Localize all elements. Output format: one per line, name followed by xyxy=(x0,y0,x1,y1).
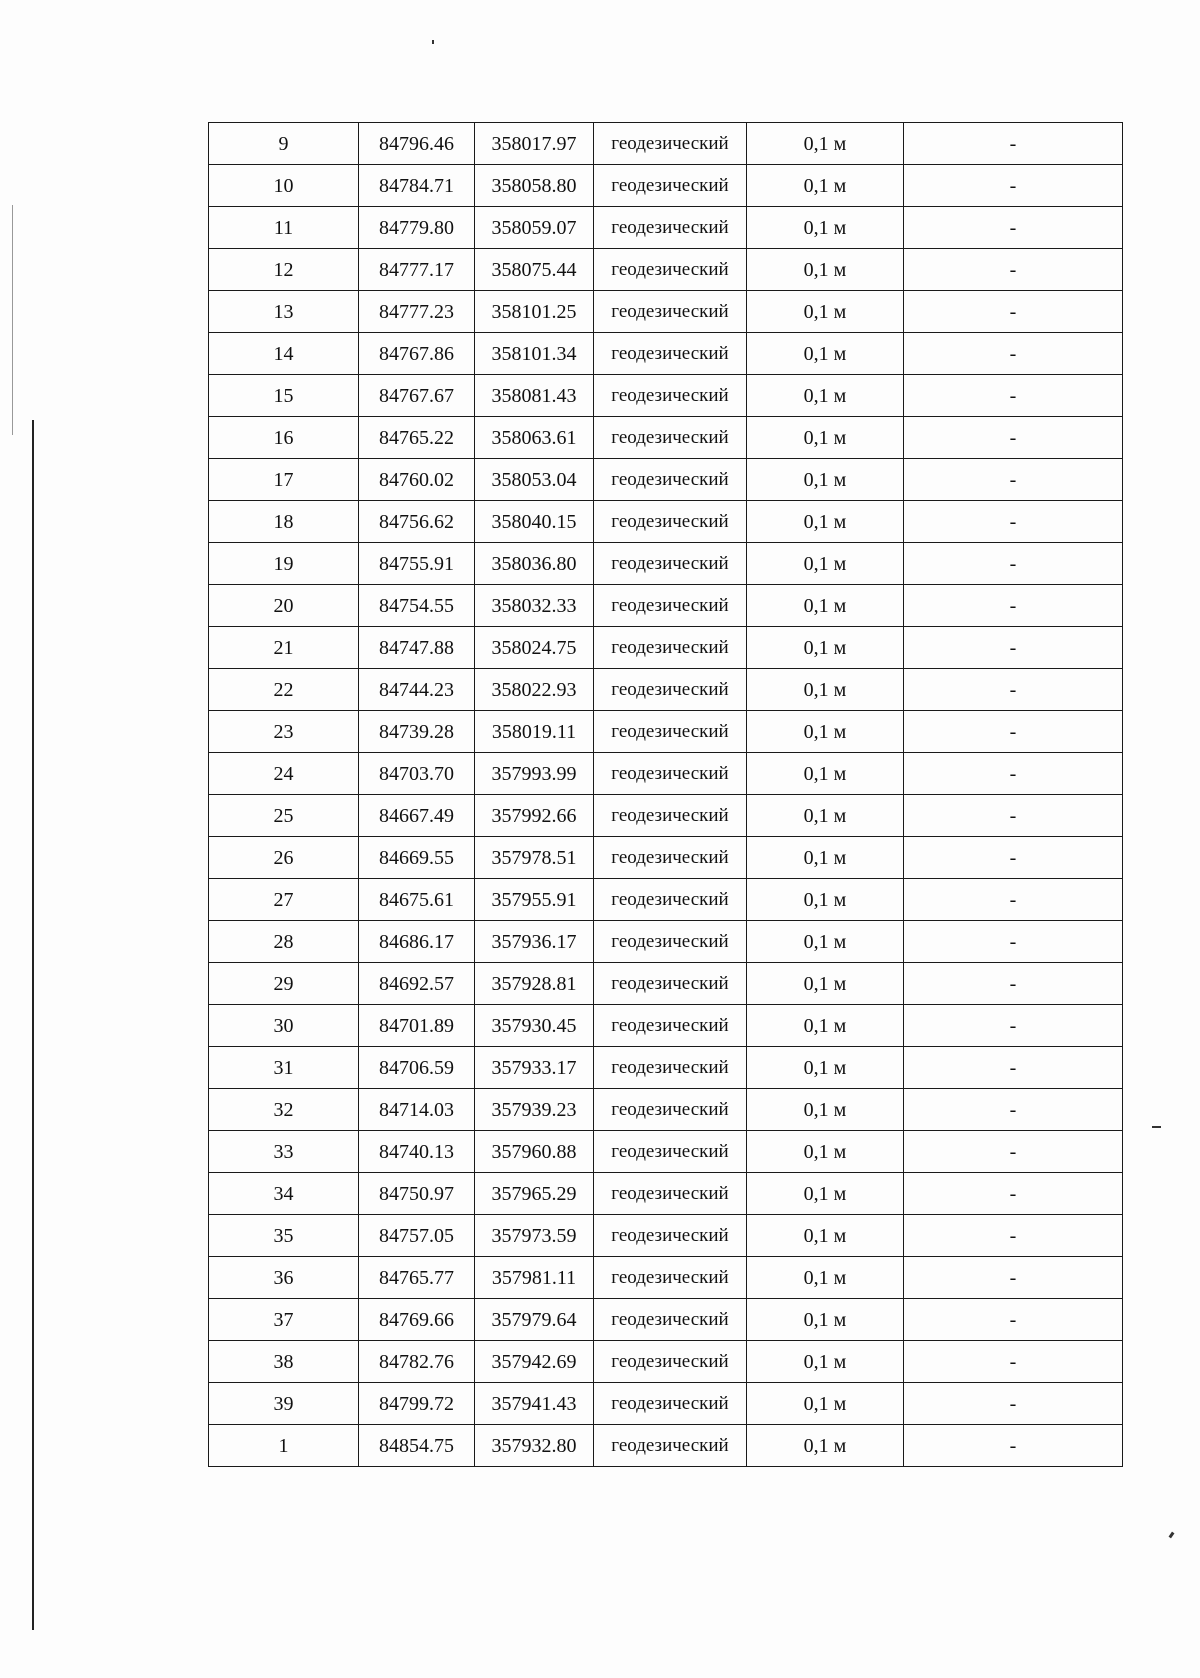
x-coordinate-cell: 84782.76 xyxy=(359,1341,475,1383)
point-number-cell: 37 xyxy=(209,1299,359,1341)
x-coordinate-cell: 84669.55 xyxy=(359,837,475,879)
note-cell: - xyxy=(904,1047,1123,1089)
point-number-cell: 23 xyxy=(209,711,359,753)
method-cell: геодезический xyxy=(594,1383,747,1425)
method-cell: геодезический xyxy=(594,543,747,585)
y-coordinate-cell: 358019.11 xyxy=(475,711,594,753)
note-cell: - xyxy=(904,459,1123,501)
x-coordinate-cell: 84692.57 xyxy=(359,963,475,1005)
note-cell: - xyxy=(904,795,1123,837)
table-row xyxy=(209,879,1123,921)
y-coordinate-cell: 357932.80 xyxy=(475,1425,594,1467)
y-coordinate-cell: 357992.66 xyxy=(475,795,594,837)
accuracy-cell: 0,1 м xyxy=(747,1341,904,1383)
accuracy-cell: 0,1 м xyxy=(747,669,904,711)
x-coordinate-cell: 84784.71 xyxy=(359,165,475,207)
table-row xyxy=(209,501,1123,543)
y-coordinate-cell: 357955.91 xyxy=(475,879,594,921)
x-coordinate-cell: 84755.91 xyxy=(359,543,475,585)
x-coordinate-cell: 84777.23 xyxy=(359,291,475,333)
note-cell: - xyxy=(904,333,1123,375)
note-cell: - xyxy=(904,921,1123,963)
point-number-cell: 36 xyxy=(209,1257,359,1299)
y-coordinate-cell: 358017.97 xyxy=(475,123,594,165)
note-cell: - xyxy=(904,1341,1123,1383)
accuracy-cell: 0,1 м xyxy=(747,627,904,669)
table-row xyxy=(209,1173,1123,1215)
table-row xyxy=(209,1341,1123,1383)
x-coordinate-cell: 84777.17 xyxy=(359,249,475,291)
point-number-cell: 14 xyxy=(209,333,359,375)
x-coordinate-cell: 84796.46 xyxy=(359,123,475,165)
note-cell: - xyxy=(904,543,1123,585)
note-cell: - xyxy=(904,1425,1123,1467)
table-row xyxy=(209,543,1123,585)
method-cell: геодезический xyxy=(594,795,747,837)
point-number-cell: 31 xyxy=(209,1047,359,1089)
note-cell: - xyxy=(904,1257,1123,1299)
table-row xyxy=(209,1215,1123,1257)
table-row xyxy=(209,711,1123,753)
table-row xyxy=(209,1047,1123,1089)
accuracy-cell: 0,1 м xyxy=(747,1131,904,1173)
accuracy-cell: 0,1 м xyxy=(747,291,904,333)
table-row xyxy=(209,1131,1123,1173)
point-number-cell: 17 xyxy=(209,459,359,501)
accuracy-cell: 0,1 м xyxy=(747,753,904,795)
point-number-cell: 38 xyxy=(209,1341,359,1383)
method-cell: геодезический xyxy=(594,1005,747,1047)
table-row xyxy=(209,921,1123,963)
x-coordinate-cell: 84854.75 xyxy=(359,1425,475,1467)
accuracy-cell: 0,1 м xyxy=(747,879,904,921)
note-cell: - xyxy=(904,1173,1123,1215)
method-cell: геодезический xyxy=(594,207,747,249)
accuracy-cell: 0,1 м xyxy=(747,249,904,291)
method-cell: геодезический xyxy=(594,1089,747,1131)
table-row xyxy=(209,291,1123,333)
method-cell: геодезический xyxy=(594,1257,747,1299)
x-coordinate-cell: 84701.89 xyxy=(359,1005,475,1047)
table-row xyxy=(209,249,1123,291)
x-coordinate-cell: 84675.61 xyxy=(359,879,475,921)
method-cell: геодезический xyxy=(594,501,747,543)
note-cell: - xyxy=(904,1383,1123,1425)
accuracy-cell: 0,1 м xyxy=(747,375,904,417)
note-cell: - xyxy=(904,879,1123,921)
x-coordinate-cell: 84703.70 xyxy=(359,753,475,795)
point-number-cell: 30 xyxy=(209,1005,359,1047)
method-cell: геодезический xyxy=(594,417,747,459)
accuracy-cell: 0,1 м xyxy=(747,459,904,501)
method-cell: геодезический xyxy=(594,375,747,417)
method-cell: геодезический xyxy=(594,1299,747,1341)
method-cell: геодезический xyxy=(594,963,747,1005)
y-coordinate-cell: 358058.80 xyxy=(475,165,594,207)
table-row xyxy=(209,123,1123,165)
accuracy-cell: 0,1 м xyxy=(747,1047,904,1089)
scan-speck xyxy=(1152,1126,1161,1128)
y-coordinate-cell: 357939.23 xyxy=(475,1089,594,1131)
accuracy-cell: 0,1 м xyxy=(747,207,904,249)
note-cell: - xyxy=(904,207,1123,249)
point-number-cell: 26 xyxy=(209,837,359,879)
accuracy-cell: 0,1 м xyxy=(747,501,904,543)
note-cell: - xyxy=(904,1131,1123,1173)
scan-edge-line-faint xyxy=(12,205,13,435)
note-cell: - xyxy=(904,585,1123,627)
point-number-cell: 21 xyxy=(209,627,359,669)
scan-edge-line xyxy=(32,420,34,1630)
accuracy-cell: 0,1 м xyxy=(747,333,904,375)
method-cell: геодезический xyxy=(594,627,747,669)
y-coordinate-cell: 358059.07 xyxy=(475,207,594,249)
table-row xyxy=(209,333,1123,375)
point-number-cell: 19 xyxy=(209,543,359,585)
point-number-cell: 10 xyxy=(209,165,359,207)
note-cell: - xyxy=(904,669,1123,711)
method-cell: геодезический xyxy=(594,585,747,627)
point-number-cell: 32 xyxy=(209,1089,359,1131)
y-coordinate-cell: 358022.93 xyxy=(475,669,594,711)
point-number-cell: 11 xyxy=(209,207,359,249)
y-coordinate-cell: 357942.69 xyxy=(475,1341,594,1383)
table-row xyxy=(209,1089,1123,1131)
note-cell: - xyxy=(904,1215,1123,1257)
y-coordinate-cell: 357973.59 xyxy=(475,1215,594,1257)
x-coordinate-cell: 84765.77 xyxy=(359,1257,475,1299)
note-cell: - xyxy=(904,123,1123,165)
note-cell: - xyxy=(904,627,1123,669)
method-cell: геодезический xyxy=(594,1341,747,1383)
method-cell: геодезический xyxy=(594,333,747,375)
x-coordinate-cell: 84799.72 xyxy=(359,1383,475,1425)
x-coordinate-cell: 84706.59 xyxy=(359,1047,475,1089)
y-coordinate-cell: 358040.15 xyxy=(475,501,594,543)
method-cell: геодезический xyxy=(594,669,747,711)
y-coordinate-cell: 357979.64 xyxy=(475,1299,594,1341)
accuracy-cell: 0,1 м xyxy=(747,963,904,1005)
point-number-cell: 39 xyxy=(209,1383,359,1425)
point-number-cell: 20 xyxy=(209,585,359,627)
accuracy-cell: 0,1 м xyxy=(747,165,904,207)
point-number-cell: 33 xyxy=(209,1131,359,1173)
y-coordinate-cell: 357936.17 xyxy=(475,921,594,963)
note-cell: - xyxy=(904,1089,1123,1131)
note-cell: - xyxy=(904,375,1123,417)
accuracy-cell: 0,1 м xyxy=(747,1383,904,1425)
table-row xyxy=(209,459,1123,501)
accuracy-cell: 0,1 м xyxy=(747,417,904,459)
method-cell: геодезический xyxy=(594,879,747,921)
y-coordinate-cell: 358081.43 xyxy=(475,375,594,417)
x-coordinate-cell: 84760.02 xyxy=(359,459,475,501)
table-row xyxy=(209,585,1123,627)
x-coordinate-cell: 84747.88 xyxy=(359,627,475,669)
x-coordinate-cell: 84667.49 xyxy=(359,795,475,837)
x-coordinate-cell: 84769.66 xyxy=(359,1299,475,1341)
note-cell: - xyxy=(904,1299,1123,1341)
y-coordinate-cell: 357930.45 xyxy=(475,1005,594,1047)
y-coordinate-cell: 357981.11 xyxy=(475,1257,594,1299)
y-coordinate-cell: 357941.43 xyxy=(475,1383,594,1425)
table-row xyxy=(209,207,1123,249)
table-row xyxy=(209,627,1123,669)
y-coordinate-cell: 358063.61 xyxy=(475,417,594,459)
y-coordinate-cell: 358024.75 xyxy=(475,627,594,669)
method-cell: геодезический xyxy=(594,1047,747,1089)
accuracy-cell: 0,1 м xyxy=(747,1215,904,1257)
x-coordinate-cell: 84740.13 xyxy=(359,1131,475,1173)
y-coordinate-cell: 358036.80 xyxy=(475,543,594,585)
x-coordinate-cell: 84756.62 xyxy=(359,501,475,543)
note-cell: - xyxy=(904,501,1123,543)
point-number-cell: 35 xyxy=(209,1215,359,1257)
y-coordinate-cell: 358032.33 xyxy=(475,585,594,627)
coordinates-table xyxy=(208,122,1123,1467)
y-coordinate-cell: 357978.51 xyxy=(475,837,594,879)
table-row xyxy=(209,165,1123,207)
table-row xyxy=(209,963,1123,1005)
y-coordinate-cell: 358101.25 xyxy=(475,291,594,333)
method-cell: геодезический xyxy=(594,123,747,165)
table-row xyxy=(209,375,1123,417)
x-coordinate-cell: 84767.67 xyxy=(359,375,475,417)
point-number-cell: 16 xyxy=(209,417,359,459)
note-cell: - xyxy=(904,753,1123,795)
table-row xyxy=(209,1299,1123,1341)
accuracy-cell: 0,1 м xyxy=(747,1425,904,1467)
method-cell: геодезический xyxy=(594,1131,747,1173)
y-coordinate-cell: 357993.99 xyxy=(475,753,594,795)
note-cell: - xyxy=(904,963,1123,1005)
y-coordinate-cell: 357965.29 xyxy=(475,1173,594,1215)
x-coordinate-cell: 84767.86 xyxy=(359,333,475,375)
y-coordinate-cell: 357928.81 xyxy=(475,963,594,1005)
scan-speck xyxy=(432,40,434,44)
point-number-cell: 1 xyxy=(209,1425,359,1467)
accuracy-cell: 0,1 м xyxy=(747,795,904,837)
point-number-cell: 29 xyxy=(209,963,359,1005)
y-coordinate-cell: 357933.17 xyxy=(475,1047,594,1089)
point-number-cell: 15 xyxy=(209,375,359,417)
accuracy-cell: 0,1 м xyxy=(747,921,904,963)
note-cell: - xyxy=(904,165,1123,207)
coordinates-table-body xyxy=(209,123,1123,1467)
method-cell: геодезический xyxy=(594,1215,747,1257)
note-cell: - xyxy=(904,1005,1123,1047)
accuracy-cell: 0,1 м xyxy=(747,543,904,585)
table-row xyxy=(209,669,1123,711)
x-coordinate-cell: 84765.22 xyxy=(359,417,475,459)
accuracy-cell: 0,1 м xyxy=(747,1173,904,1215)
method-cell: геодезический xyxy=(594,921,747,963)
accuracy-cell: 0,1 м xyxy=(747,1089,904,1131)
method-cell: геодезический xyxy=(594,291,747,333)
accuracy-cell: 0,1 м xyxy=(747,711,904,753)
y-coordinate-cell: 358101.34 xyxy=(475,333,594,375)
scan-speck xyxy=(1169,1532,1175,1539)
y-coordinate-cell: 357960.88 xyxy=(475,1131,594,1173)
x-coordinate-cell: 84714.03 xyxy=(359,1089,475,1131)
x-coordinate-cell: 84739.28 xyxy=(359,711,475,753)
method-cell: геодезический xyxy=(594,753,747,795)
point-number-cell: 18 xyxy=(209,501,359,543)
x-coordinate-cell: 84779.80 xyxy=(359,207,475,249)
table-row xyxy=(209,1425,1123,1467)
point-number-cell: 34 xyxy=(209,1173,359,1215)
accuracy-cell: 0,1 м xyxy=(747,1299,904,1341)
table-row xyxy=(209,795,1123,837)
accuracy-cell: 0,1 м xyxy=(747,585,904,627)
method-cell: геодезический xyxy=(594,459,747,501)
y-coordinate-cell: 358053.04 xyxy=(475,459,594,501)
table-row xyxy=(209,1257,1123,1299)
note-cell: - xyxy=(904,291,1123,333)
y-coordinate-cell: 358075.44 xyxy=(475,249,594,291)
point-number-cell: 9 xyxy=(209,123,359,165)
point-number-cell: 12 xyxy=(209,249,359,291)
x-coordinate-cell: 84754.55 xyxy=(359,585,475,627)
method-cell: геодезический xyxy=(594,837,747,879)
x-coordinate-cell: 84686.17 xyxy=(359,921,475,963)
table-row xyxy=(209,1383,1123,1425)
method-cell: геодезический xyxy=(594,1173,747,1215)
note-cell: - xyxy=(904,711,1123,753)
table-row xyxy=(209,1005,1123,1047)
x-coordinate-cell: 84744.23 xyxy=(359,669,475,711)
point-number-cell: 24 xyxy=(209,753,359,795)
x-coordinate-cell: 84757.05 xyxy=(359,1215,475,1257)
note-cell: - xyxy=(904,837,1123,879)
note-cell: - xyxy=(904,417,1123,459)
accuracy-cell: 0,1 м xyxy=(747,123,904,165)
table-row xyxy=(209,753,1123,795)
point-number-cell: 25 xyxy=(209,795,359,837)
accuracy-cell: 0,1 м xyxy=(747,1257,904,1299)
method-cell: геодезический xyxy=(594,165,747,207)
point-number-cell: 28 xyxy=(209,921,359,963)
point-number-cell: 27 xyxy=(209,879,359,921)
accuracy-cell: 0,1 м xyxy=(747,1005,904,1047)
x-coordinate-cell: 84750.97 xyxy=(359,1173,475,1215)
table-row xyxy=(209,417,1123,459)
method-cell: геодезический xyxy=(594,711,747,753)
table-row xyxy=(209,837,1123,879)
note-cell: - xyxy=(904,249,1123,291)
accuracy-cell: 0,1 м xyxy=(747,837,904,879)
method-cell: геодезический xyxy=(594,1425,747,1467)
method-cell: геодезический xyxy=(594,249,747,291)
point-number-cell: 13 xyxy=(209,291,359,333)
point-number-cell: 22 xyxy=(209,669,359,711)
